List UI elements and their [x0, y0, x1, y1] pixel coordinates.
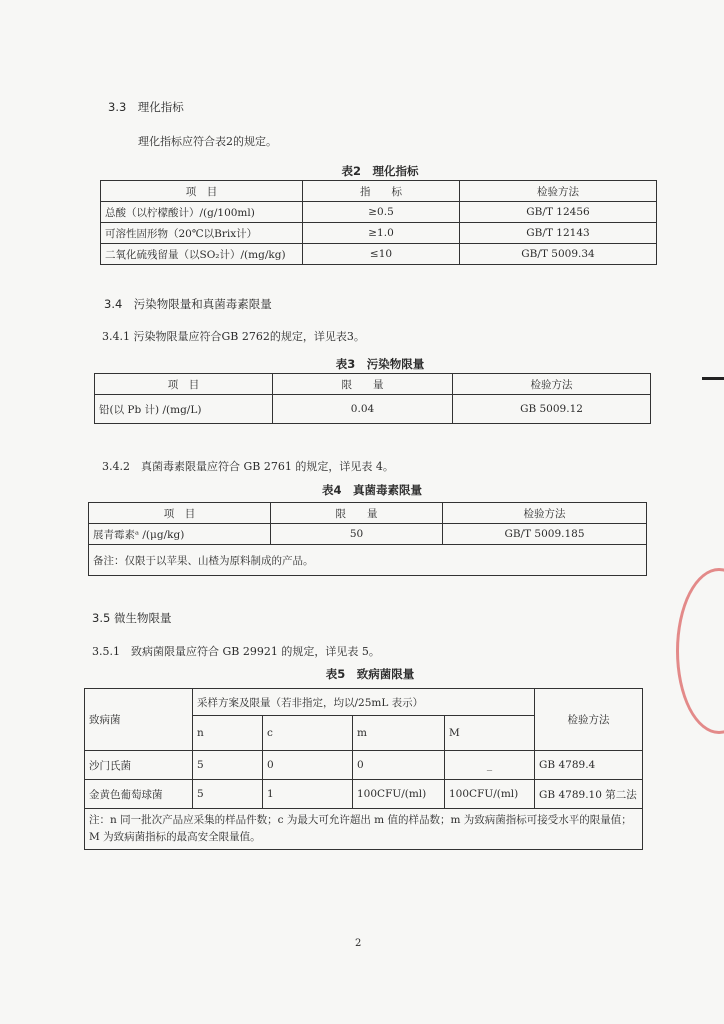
table-cell: 总酸（以柠檬酸计）/(g/100ml)	[101, 202, 303, 223]
table3-header-item: 项 目	[95, 374, 273, 395]
table-cell: ≥0.5	[303, 202, 460, 223]
table4-header-item: 项 目	[89, 503, 271, 524]
table-row	[101, 202, 657, 223]
table4-header-method: 检验方法	[443, 503, 647, 524]
table-cell: 金黄色葡萄球菌	[85, 780, 193, 809]
table2-header-method: 检验方法	[460, 181, 657, 202]
table-cell: 100CFU/(ml)	[445, 780, 535, 809]
table-cell: 0	[263, 751, 353, 780]
table-cell: 100CFU/(ml)	[353, 780, 445, 809]
table-cell: _	[445, 751, 535, 780]
table-row	[85, 809, 643, 850]
table5-note: 注：n 同一批次产品应采集的样品件数；c 为最大可允许超出 m 值的样品数；m 为致病菌指标可接受水平的限量值；M 为致病菌指标的最高安全限量值。	[85, 809, 643, 850]
table-cell: GB/T 12143	[460, 223, 657, 244]
table-row	[89, 545, 647, 576]
table-cell: 5	[193, 751, 263, 780]
table-cell: 展青霉素ᵃ /(μg/kg)	[89, 524, 271, 545]
table2-caption: 表2 理化指标	[341, 164, 419, 178]
table-cell: 0.04	[273, 395, 453, 424]
table-cell: 沙门氏菌	[85, 751, 193, 780]
section-3-4-heading: 3.4 污染物限量和真菌毒素限量	[104, 297, 272, 311]
table-row	[85, 689, 643, 716]
table-cell: GB 4789.10 第二法	[535, 780, 643, 809]
table5-sub-c: c	[263, 716, 353, 751]
table-cell: 铅(以 Pb 计) /(mg/L)	[95, 395, 273, 424]
table5-header-pathogen: 致病菌	[85, 689, 193, 751]
table3-header-limit: 限 量	[273, 374, 453, 395]
table-cell: 二氧化硫残留量（以SO₂计）/(mg/kg)	[101, 244, 303, 265]
table4	[88, 502, 647, 576]
table4-caption: 表4 真菌毒素限量	[321, 483, 422, 497]
section-3-4-2-paragraph: 3.4.2 真菌毒素限量应符合 GB 2761 的规定，详见表 4。	[102, 460, 394, 473]
table-cell: 可溶性固形物（20℃以Brix计）	[101, 223, 303, 244]
section-3-5-1-paragraph: 3.5.1 致病菌限量应符合 GB 29921 的规定，详见表 5。	[92, 645, 380, 658]
table-cell: GB/T 5009.34	[460, 244, 657, 265]
table5-header-sampling: 采样方案及限量（若非指定，均以/25mL 表示）	[193, 689, 535, 716]
table4-header-limit: 限 量	[271, 503, 443, 524]
table-cell: 1	[263, 780, 353, 809]
table5-sub-n: n	[193, 716, 263, 751]
table-row	[101, 181, 657, 202]
table-cell: ≤10	[303, 244, 460, 265]
section-3-3-paragraph: 理化指标应符合表2的规定。	[138, 135, 277, 148]
table-row	[85, 751, 643, 780]
table5-sub-M: M	[445, 716, 535, 751]
table-row	[89, 524, 647, 545]
table-cell: GB 4789.4	[535, 751, 643, 780]
table-row	[101, 223, 657, 244]
table2-header-item: 项 目	[101, 181, 303, 202]
red-seal-stamp	[676, 568, 724, 734]
table-cell: ≥1.0	[303, 223, 460, 244]
table-row	[95, 395, 651, 424]
page-number: 2	[355, 938, 362, 949]
scan-edge-mark	[702, 377, 724, 380]
table-cell: GB/T 12456	[460, 202, 657, 223]
table5-sub-m: m	[353, 716, 445, 751]
section-3-3-heading: 3.3 理化指标	[108, 100, 184, 114]
table5-caption: 表5 致病菌限量	[325, 667, 415, 681]
table5-header-method: 检验方法	[535, 689, 643, 751]
table3-caption: 表3 污染物限量	[335, 357, 425, 371]
table-row	[89, 503, 647, 524]
table-row	[85, 780, 643, 809]
table3	[94, 373, 651, 424]
table-row	[101, 244, 657, 265]
table-cell: 0	[353, 751, 445, 780]
table5	[84, 688, 643, 850]
table-cell: GB 5009.12	[453, 395, 651, 424]
table3-header-method: 检验方法	[453, 374, 651, 395]
table-cell: GB/T 5009.185	[443, 524, 647, 545]
section-3-5-heading: 3.5 微生物限量	[92, 611, 172, 625]
section-3-4-1-paragraph: 3.4.1 污染物限量应符合GB 2762的规定，详见表3。	[102, 330, 365, 343]
table-cell: 5	[193, 780, 263, 809]
table2-header-index: 指 标	[303, 181, 460, 202]
table-row	[95, 374, 651, 395]
table-cell: 50	[271, 524, 443, 545]
table2	[100, 180, 657, 265]
table4-note: 备注：仅限于以苹果、山楂为原料制成的产品。	[89, 545, 647, 576]
